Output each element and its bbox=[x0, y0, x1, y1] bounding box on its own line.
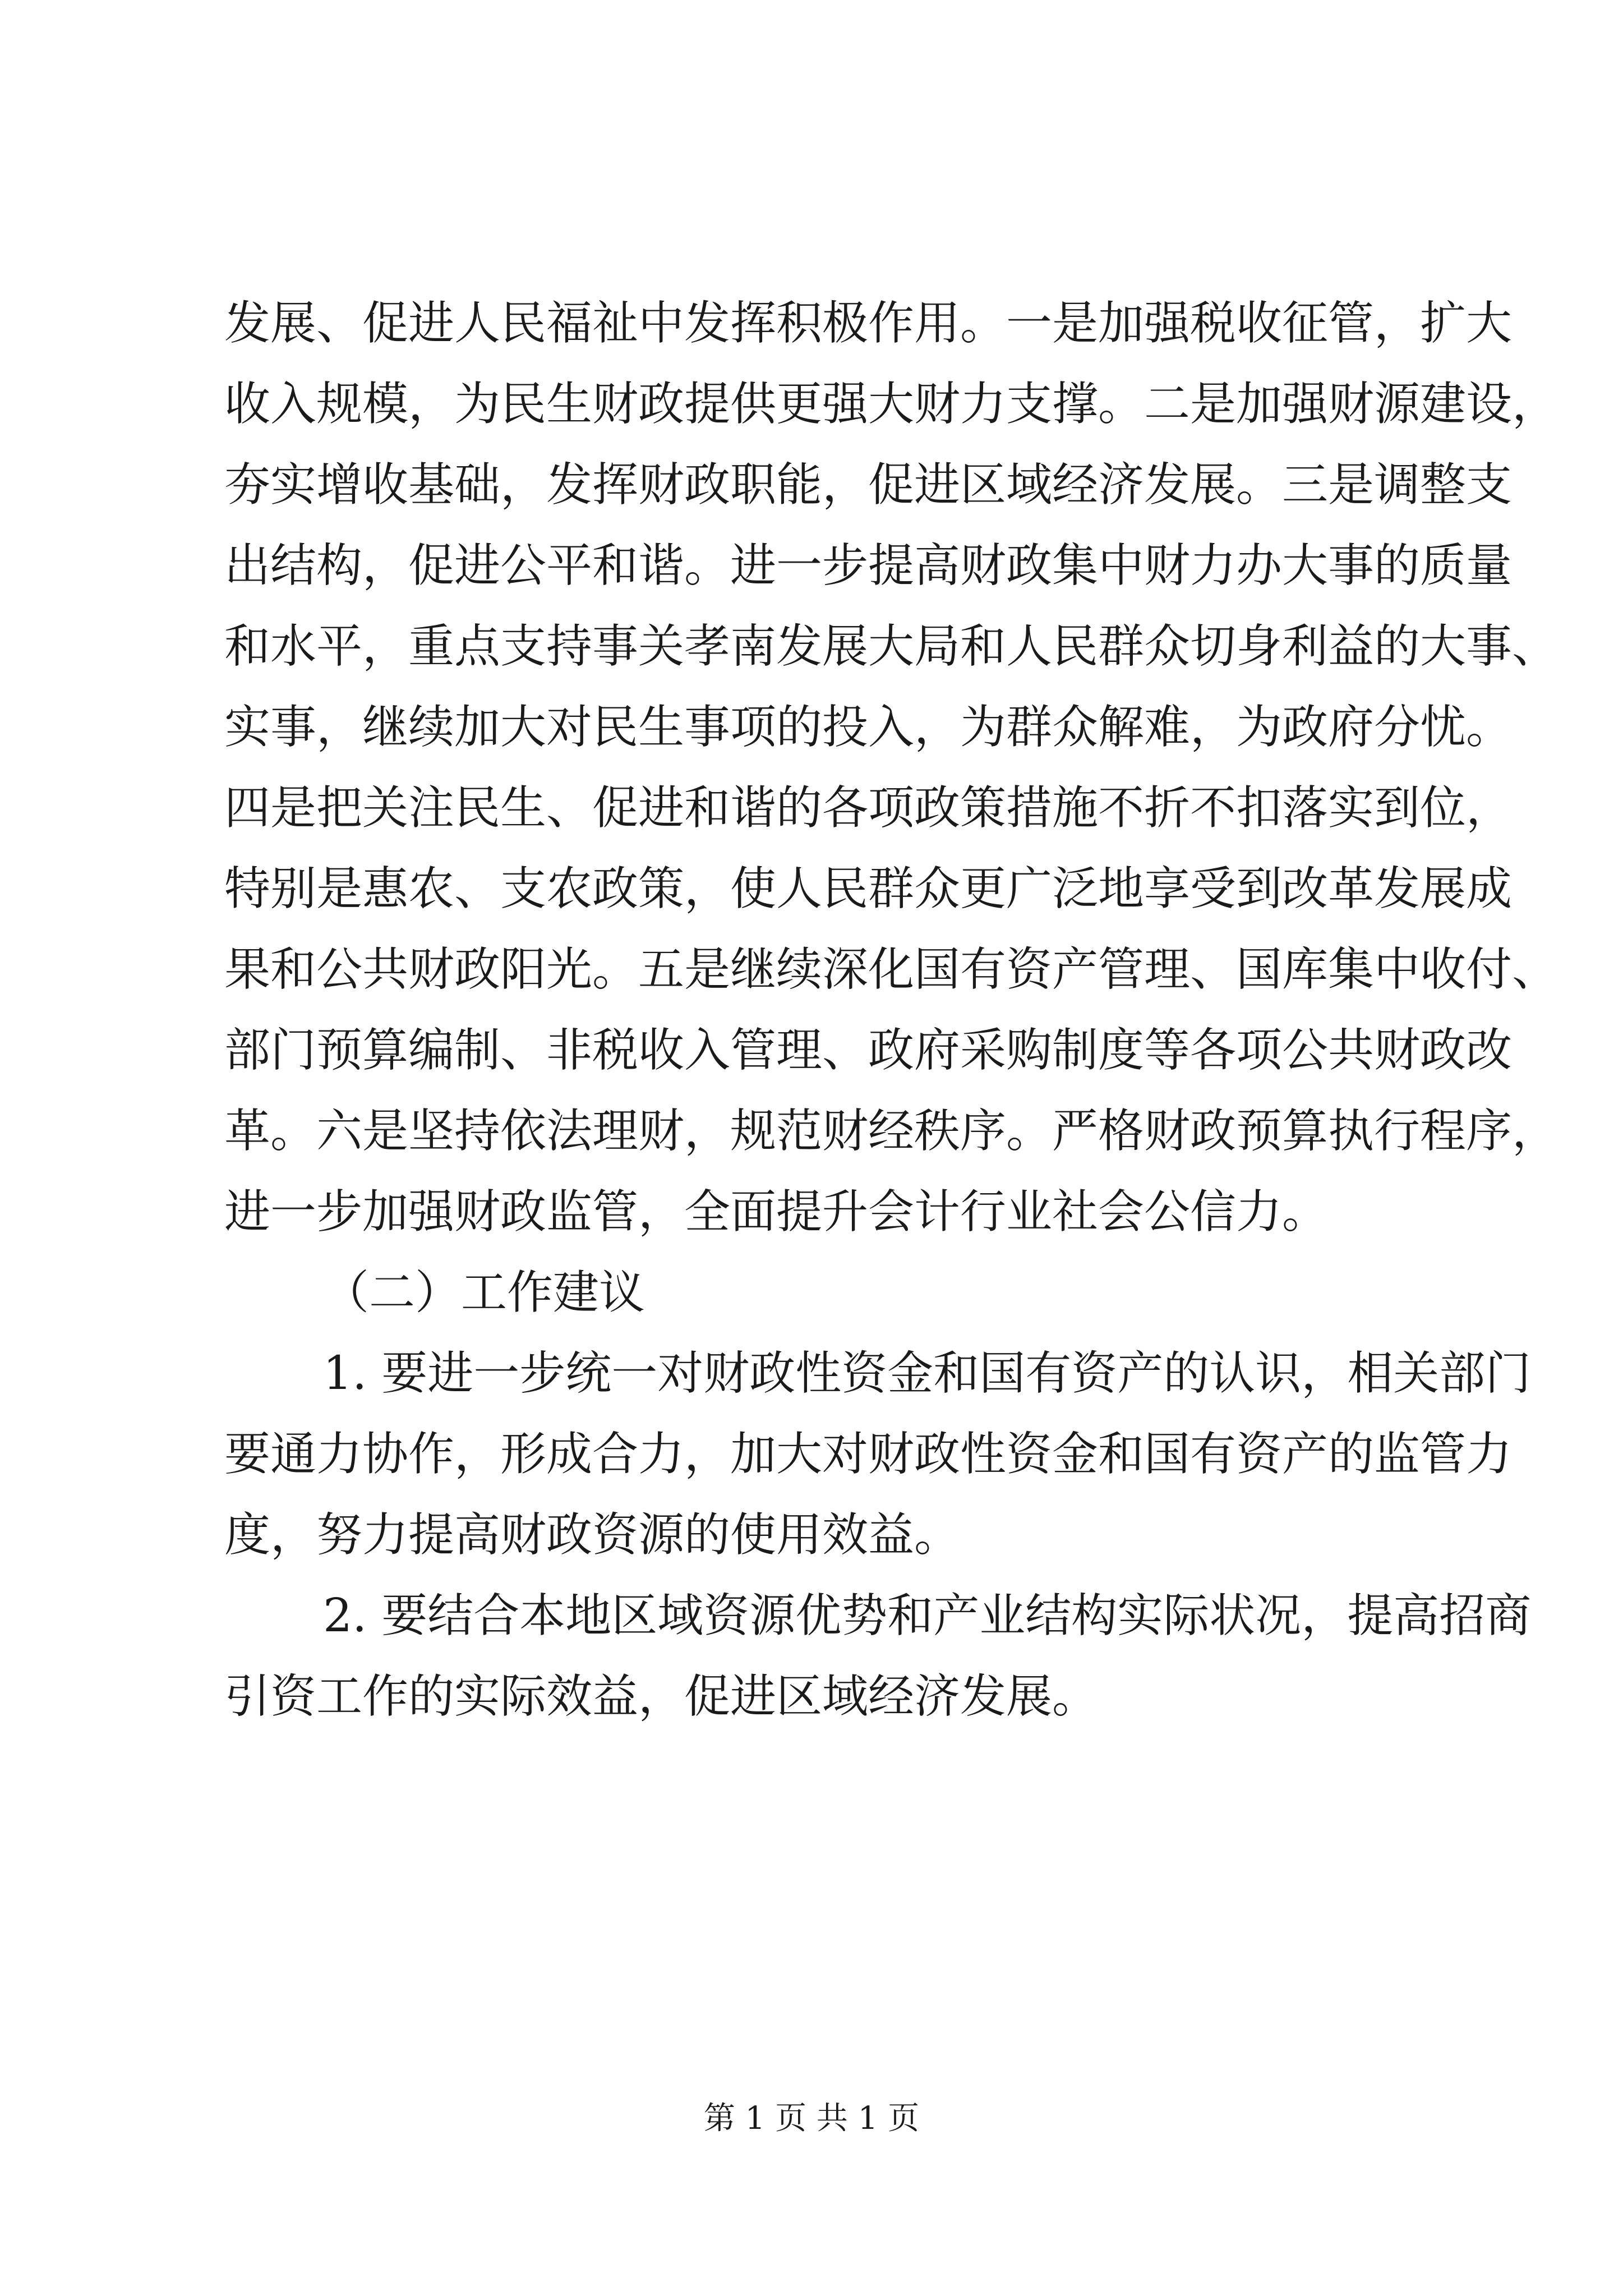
suggestion-line: 引资工作的实际效益，促进区域经济发展。 bbox=[224, 1670, 1099, 1723]
paragraph-line: 和水平，重点支持事关孝南发展大局和人民群众切身利益的大事、 bbox=[224, 620, 1559, 673]
paragraph-line: 发展、促进人民福祉中发挥积极作用。一是加强税收征管，扩大 bbox=[224, 297, 1513, 350]
paragraph-line: 进一步加强财政监管，全面提升会计行业社会公信力。 bbox=[224, 1185, 1329, 1239]
paragraph-line: 果和公共财政阳光。五是继续深化国有资产管理、国库集中收付、 bbox=[224, 943, 1559, 996]
paragraph-line: 实事，继续加大对民生事项的投入，为群众解难，为政府分忧。 bbox=[224, 701, 1513, 754]
paragraph-line: 特别是惠农、支农政策，使人民群众更广泛地享受到改革发展成 bbox=[224, 862, 1513, 915]
paragraph-line: 出结构，促进公平和谐。进一步提高财政集中财力办大事的质量 bbox=[224, 539, 1513, 592]
document-body bbox=[224, 283, 1559, 1737]
paragraph-line: 部门预算编制、非税收入管理、政府采购制度等各项公共财政改 bbox=[224, 1024, 1513, 1077]
paragraph-line: 革。六是坚持依法理财，规范财经秩序。严格财政预算执行程序， bbox=[224, 1105, 1559, 1158]
suggestion-line: 2. 要结合本地区域资源优势和产业结构实际状况，提高招商 bbox=[323, 1589, 1532, 1642]
page-number-label: 第 1 页 共 1 页 bbox=[703, 2100, 920, 2137]
suggestion-line: 要通力协作，形成合力，加大对财政性资金和国有资产的监管力 bbox=[224, 1428, 1513, 1481]
paragraph-line: 四是把关注民生、促进和谐的各项政策措施不折不扣落实到位， bbox=[224, 781, 1513, 835]
section-heading: （二）工作建议 bbox=[323, 1266, 645, 1319]
page-footer bbox=[0, 2099, 1623, 2138]
paragraph-line: 收入规模，为民生财政提供更强大财力支撑。二是加强财源建设， bbox=[224, 378, 1559, 431]
paragraph-line: 夯实增收基础，发挥财政职能，促进区域经济发展。三是调整支 bbox=[224, 458, 1513, 512]
suggestion-line: 1. 要进一步统一对财政性资金和国有资产的认识，相关部门 bbox=[323, 1347, 1532, 1400]
suggestion-line: 度，努力提高财政资源的使用效益。 bbox=[224, 1508, 961, 1562]
